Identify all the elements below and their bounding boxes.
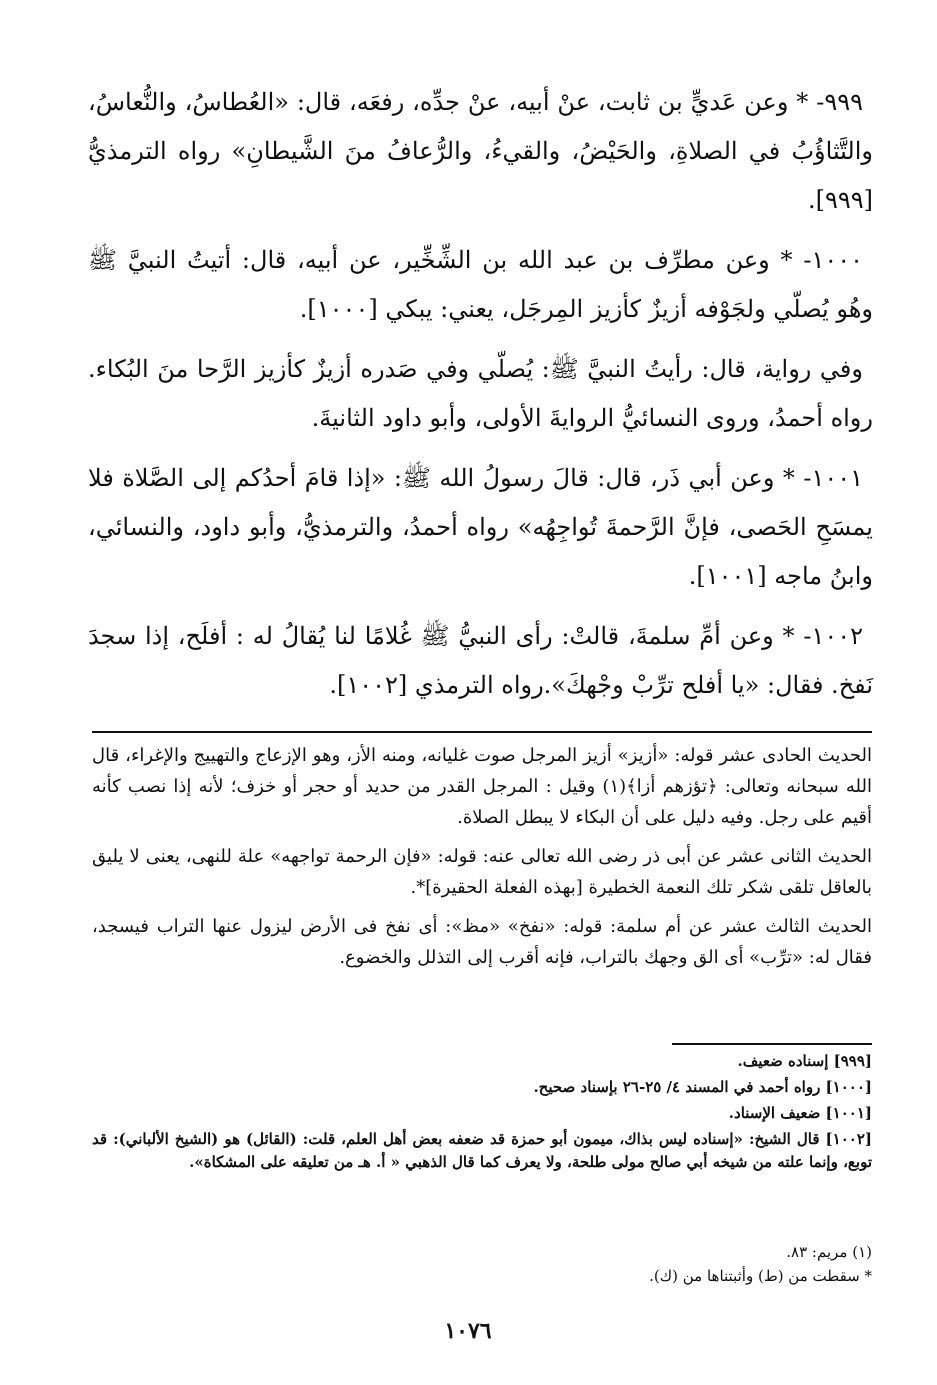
notes-divider [672, 1043, 872, 1045]
note-999: [٩٩٩] إسناده ضعيف. [737, 1052, 872, 1070]
footnotes [92, 1240, 872, 1288]
note-1000: [١٠٠٠] رواه أحمد في المسند ٤/ ٢٥-٢٦ بإسناد صحيح. [533, 1078, 872, 1096]
commentary-11: الحديث الحادى عشر قوله: «أزيز» أزيز المرجل صوت غليانه، ومنه الأز، وهو الإزعاج والتهييج والإغراء، قال الله سبحانه وتعالى: ﴿تؤزهم أزا﴾(١) وقيل : المرجل القدر من حديد أو حجر أو خزف؛ لأنه إذا نصب كأنه أقيم على رجل. وفيه دليل على أن البكاء لا يبطل الصلاة. [92, 745, 872, 828]
main-divider [92, 731, 872, 733]
commentary-12: الحديث الثانى عشر عن أبى ذر رضى الله تعالى عنه: قوله: «فإن الرحمة تواجهه» علة للنهى، يعنى لا يليق بالعاقل تلقى شكر تلك النعمة الخطيرة [بهذه الفعلة الحقيرة]*. [92, 846, 872, 898]
takhrij-notes [92, 1050, 872, 1177]
note-1001: [١٠٠١] ضعيف الإسناد. [728, 1104, 872, 1122]
hadith-999: ٩٩٩- * وعن عَديٍّ بن ثابت، عنْ أبيه، عنْ جدِّه، رفعَه، قال: «العُطاسُ، والنُّعاسُ، والتَّثاؤُبُ في الصلاةِ، والحَيْضُ، والقيءُ، والرُّعافُ منَ الشَّيطانِ» رواه الترمذيُّ [٩٩٩]. [88, 88, 873, 214]
hadith-1002: ١٠٠٢- * وعن أمِّ سلمةَ، قالتْ: رأى النبيُّ ﷺ غُلامًا لنا يُقالُ له : أفلَح، إذا سجدَ نَفخ. فقال: «يا أفلح ترِّبْ وجْهكَ».رواه الترمذي [١٠٠٢]. [88, 622, 873, 699]
note-1002: [١٠٠٢] قال الشيخ: «إسناده ليس بذاك، ميمون أبو حمزة قد ضعفه بعض أهل العلم، قلت: (القائل) هو (الشيخ الألباني): قد توبع، وإنما علته من شيخه أبي صالح مولى طلحة، ولا يعرف كما قال الذهبي « أ. هـ من تعليقه على المشكاة». [92, 1130, 872, 1171]
commentary-13: الحديث الثالث عشر عن أم سلمة: قوله: «نفخ» «مظ»: أى نفخ فى الأرض ليزول عنها التراب فيسجد، فقال له: «ترِّب» أى الق وجهك بالتراب، فإنه أقرب إلى التذلل والخضوع. [92, 916, 872, 968]
hadith-1001: ١٠٠١- * وعن أبي ذَر، قال: قالَ رسولُ الله ﷺ: «إذا قامَ أحدُكم إلى الصَّلاة فلا يمسَحِ الحَصى، فإنَّ الرَّحمةَ تُواجِهُه» رواه أحمدُ، والترمذيُّ، وأبو داود، والنسائي، وابنُ ماجه [١٠٠١]. [88, 464, 873, 590]
footnote-star: * سقطت من (ط) وأثبتناها من (ك). [649, 1267, 872, 1285]
page-number: ١٠٧٦ [444, 1318, 492, 1344]
main-hadith-text [88, 78, 873, 721]
footnote-1: (١) مريم: ٨٣. [786, 1243, 872, 1261]
hadith-1000: ١٠٠٠- * وعن مطرِّف بن عبد الله بن الشِّخِّير، عن أبيه، قال: أتيتُ النبيَّ ﷺ وهُو يُصلّي ولجَوْفه أزيزٌ كأزيز المِرجَل، يعني: يبكي [١٠٠٠]. [88, 246, 873, 323]
commentary-section [92, 740, 872, 981]
hadith-1000-riwaya: وفي رواية، قال: رأيتُ النبيَّ ﷺ: يُصلّي وفي صَدره أزيزٌ كأزيز الرَّحا منَ البُكاء. رواه أحمدُ، وروى النسائيُّ الروايةَ الأولى، وأبو داود الثانيةَ. [88, 355, 873, 432]
